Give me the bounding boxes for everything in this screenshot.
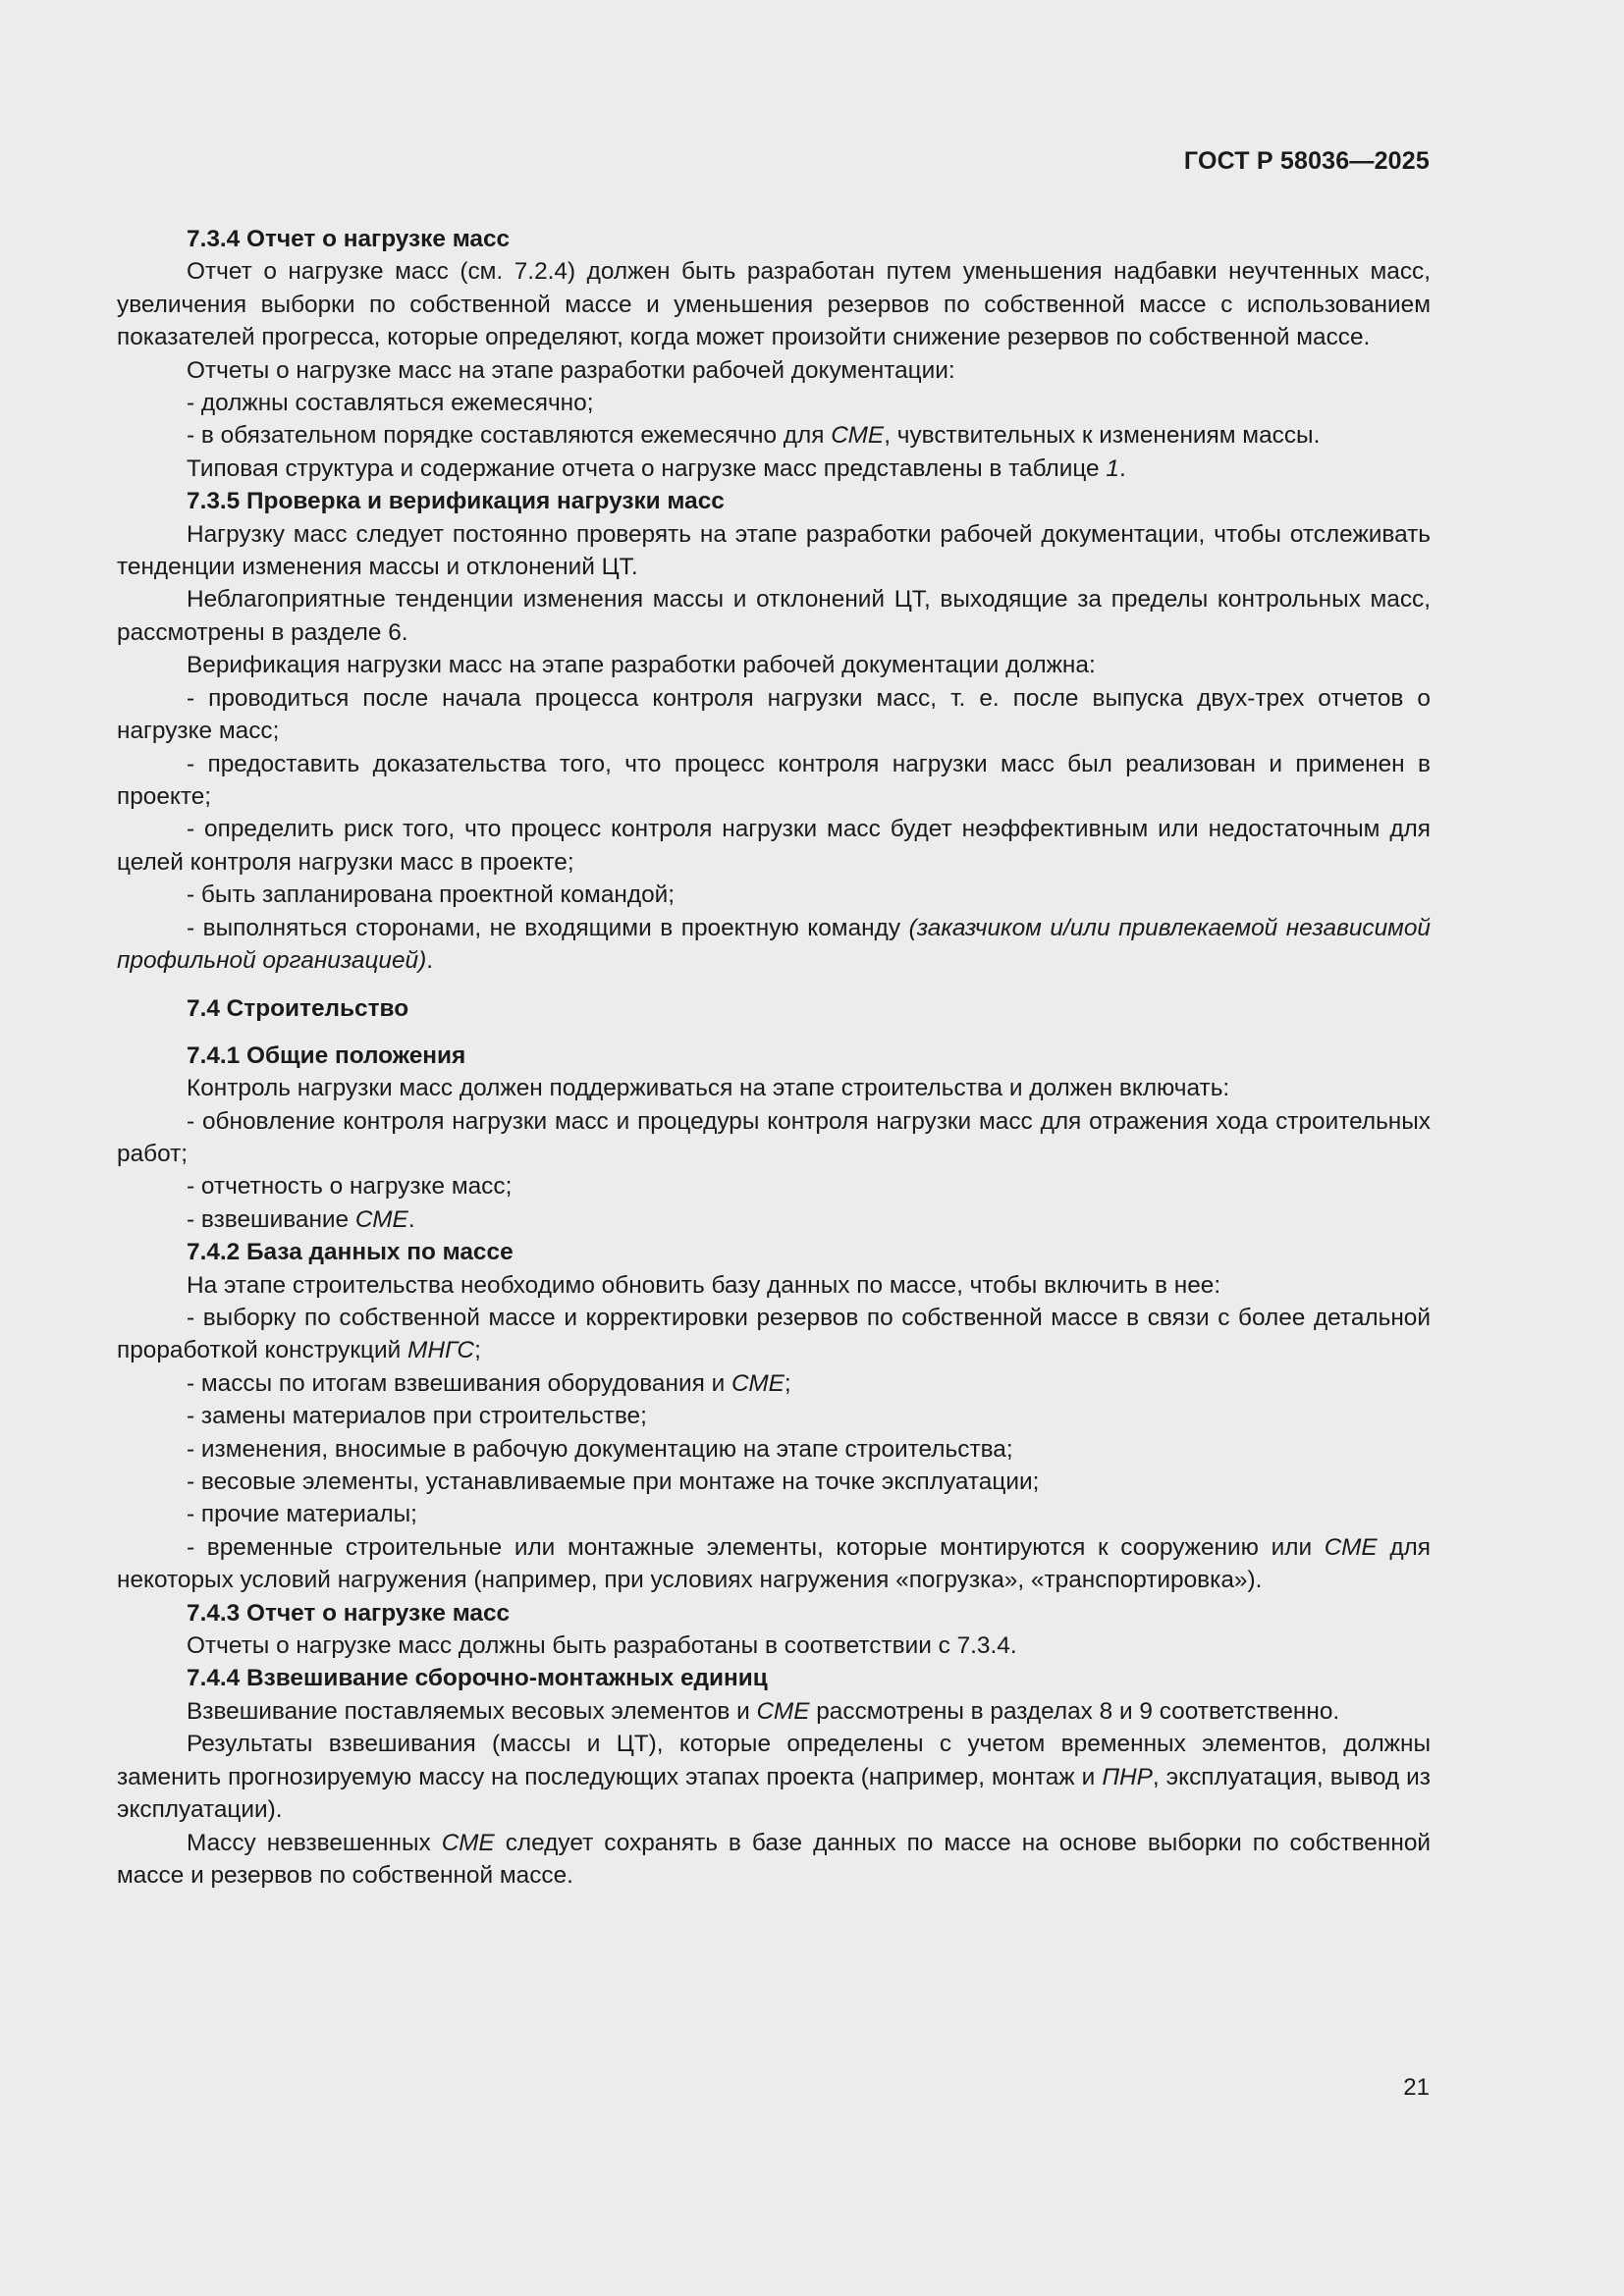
body-paragraph: - весовые элементы, устанавливаемые при монтаже на точке эксплуатации; xyxy=(187,1468,1040,1496)
subsection-heading: 7.4.1 Общие положения xyxy=(187,1041,466,1069)
body-paragraph: - предоставить доказательства того, что процесс контроля нагрузки масс был реализован и применен в проекте; xyxy=(117,750,1431,810)
subsection-heading: 7.4.4 Взвешивание сборочно-монтажных единиц xyxy=(187,1665,768,1692)
subsection-heading: 7.4.3 Отчет о нагрузке масс xyxy=(187,1599,511,1627)
body-paragraph: - изменения, вносимые в рабочую документацию на этапе строительства; xyxy=(187,1435,1013,1463)
body-paragraph: На этапе строительства необходимо обновить базу данных по массе, чтобы включить в нее: xyxy=(187,1271,1221,1299)
body-paragraph: Контроль нагрузки масс должен поддерживаться на этапе строительства и должен включать: xyxy=(187,1075,1230,1102)
body-paragraph: - массы по итогам взвешивания оборудования и СМЕ; xyxy=(187,1369,791,1397)
subsection-heading: 7.3.5 Проверка и верификация нагрузки масс xyxy=(187,488,725,515)
body-paragraph: - выполняться сторонами, не входящими в проектную команду (заказчиком и/или привлекаемой независимой профильной организацией). xyxy=(117,914,1431,974)
body-paragraph: - обновление контроля нагрузки масс и процедуры контроля нагрузки масс для отражения хода строительных работ; xyxy=(117,1107,1431,1167)
body-paragraph: Верификация нагрузки масс на этапе разработки рабочей документации должна: xyxy=(187,652,1096,679)
body-paragraph: - в обязательном порядке составляются ежемесячно для СМЕ, чувствительных к изменениям массы. xyxy=(187,422,1321,450)
body-paragraph: Отчеты о нагрузке масс должны быть разработаны в соответствии с 7.3.4. xyxy=(187,1632,1017,1660)
body-paragraph: Неблагоприятные тенденции изменения массы и отклонений ЦТ, выходящие за пределы контрольных масс, рассмотрены в разделе 6. xyxy=(117,586,1431,646)
body-paragraph: Массу невзвешенных СМЕ следует сохранять в базе данных по массе на основе выборки по собственной массе и резервов по собственной массе. xyxy=(117,1829,1432,1889)
body-paragraph: - выборку по собственной массе и корректировки резервов по собственной массе в связи с более детальной проработкой конструкций МНГС; xyxy=(117,1305,1431,1364)
body-paragraph: - определить риск того, что процесс контроля нагрузки масс будет неэффективным или недостаточным для целей контроля нагрузки масс в проекте; xyxy=(117,816,1431,876)
body-paragraph: - быть запланирована проектной командой; xyxy=(187,881,676,909)
body-paragraph: - временные строительные или монтажные элементы, которые монтируются к сооружению или СМЕ для некоторых условий нагружения (например, при условиях нагружения «погрузка», «транспортировка»). xyxy=(117,1533,1432,1594)
subsection-heading: 7.4.2 База данных по массе xyxy=(187,1239,514,1266)
body-paragraph: Нагрузку масс следует постоянно проверять на этапе разработки рабочей документации, чтобы отслеживать тенденции изменения массы и отклонений ЦТ. xyxy=(117,520,1431,581)
body-paragraph: - отчетность о нагрузке масс; xyxy=(187,1173,513,1201)
body-paragraph: - взвешивание СМЕ. xyxy=(187,1205,415,1233)
section-heading: 7.4 Строительство xyxy=(187,995,409,1023)
body-paragraph: Отчеты о нагрузке масс на этапе разработки рабочей документации: xyxy=(187,356,955,384)
subsection-heading: 7.3.4 Отчет о нагрузке масс xyxy=(187,226,511,252)
body-paragraph: - проводиться после начала процесса контроля нагрузки масс, т. е. после выпуска двух-трех отчетов о нагрузке масс; xyxy=(117,684,1431,745)
body-paragraph: Результаты взвешивания (массы и ЦТ), которые определены с учетом временных элементов, должны заменить прогнозируемую массу на последующих этапах проекта (например, монтаж и ПНР, эксплуатация, вывод из эксплуатации). xyxy=(117,1731,1431,1824)
document-body xyxy=(117,223,1431,1892)
body-paragraph: Отчет о нагрузке масс (см. 7.2.4) должен быть разработан путем уменьшения надбавки неучтенных масс, увеличения выборки по собственной массе и уменьшения резервов по собственной массе с использованием показателей прогресса, которые определяют, когда может произойти снижение резервов по собственной массе. xyxy=(117,258,1431,351)
page-number: 21 xyxy=(1403,2074,1430,2101)
body-paragraph: - прочие материалы; xyxy=(187,1501,417,1528)
body-paragraph: - замены материалов при строительстве; xyxy=(187,1403,647,1430)
body-paragraph: Взвешивание поставляемых весовых элементов и СМЕ рассмотрены в разделах 8 и 9 соответственно. xyxy=(187,1697,1340,1725)
body-paragraph: Типовая структура и содержание отчета о нагрузке масс представлены в таблице 1. xyxy=(187,454,1126,482)
document-header: ГОСТ Р 58036—2025 xyxy=(1183,147,1430,175)
body-paragraph: - должны составляться ежемесячно; xyxy=(187,390,594,417)
